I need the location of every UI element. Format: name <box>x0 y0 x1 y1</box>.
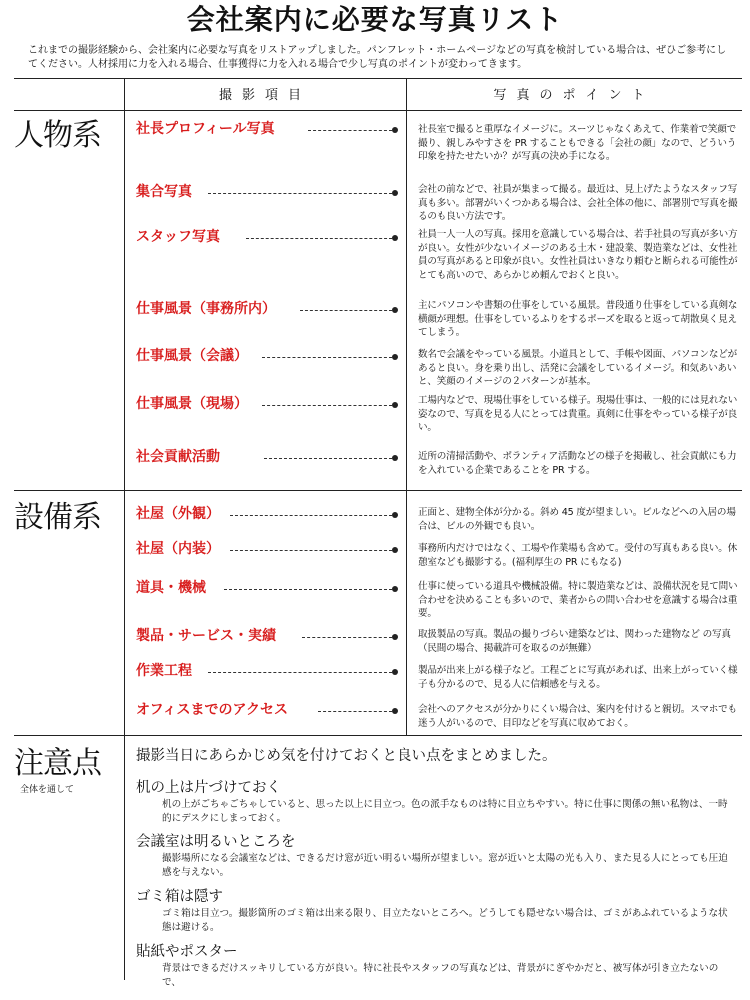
leader-dot <box>392 354 398 360</box>
note-heading: 貼紙やポスター <box>136 944 238 960</box>
point-text: 仕事に使っている道具や機械設備。特に製造業などは、設備状況を見て問い合わせを決めることも多いので、業者からの問い合わせを意識する場合は重要。 <box>418 581 738 619</box>
item-row <box>136 627 400 645</box>
item-row <box>136 662 400 680</box>
point-text: 工場内などで、現場仕事をしている様子。現場仕事は、一般的には見れない姿なので、写真を見る人にとっては貴重。真剣に仕事をやっている様子が良い。 <box>418 395 738 433</box>
leader-line <box>264 458 392 459</box>
item-label: 集合写真 <box>136 184 192 200</box>
item-label: 仕事風景（現場） <box>136 396 248 412</box>
leader-line <box>230 515 392 516</box>
item-label: 製品・サービス・実績 <box>136 628 276 644</box>
notes-lead: 撮影当日にあらかじめ気を付けておくと良い点をまとめました。 <box>136 748 557 764</box>
item-row <box>136 347 400 365</box>
point-text: 取扱製品の写真。製品の撮りづらい建築などは、関わった建物など の写真（民間の場合、掲載許可を取るのが無難） <box>418 629 731 654</box>
item-label: 社屋（外観） <box>136 506 220 522</box>
leader-dot <box>392 634 398 640</box>
intro-text: これまでの撮影経験から、会社案内に必要な写真をリストアップしました。パンフレット・ホームページなどの写真を検討している場合は、ぜひご参考にしてください。人材採用に力を入れる場合、仕事獲得に力を入れる場合で少し写真のポイントが変わってきます。 <box>28 45 727 70</box>
leader-dot <box>392 235 398 241</box>
item-row <box>136 701 400 719</box>
point-text: 社員一人一人の写真。採用を意識している場合は、若手社員の写真が多い方が良い。女性が少ないイメージのある土木・建設業、製造業などは、女性社員の写真があると印象が良い。女性社員はいきなり頼むと断られる可能性がとても高いので、あらかじめ頼んでおくと良い。 <box>418 229 738 281</box>
leader-line <box>208 672 392 673</box>
item-row <box>136 540 400 558</box>
point-text: 数名で会議をやっている風景。小道具として、手帳や図面、パソコンなどがあると良い。身を乗り出し、活発に会議をしているイメージ。和気あいあいと、笑顔のイメージの２パターンが基本。 <box>418 349 738 387</box>
leader-line <box>262 405 392 406</box>
item-label: オフィスまでのアクセス <box>136 702 289 718</box>
note-heading: 机の上は片づけておく <box>136 780 281 796</box>
item-row <box>136 448 400 466</box>
leader-dot <box>392 512 398 518</box>
leader-line <box>308 130 392 131</box>
header-item: 撮影項目 <box>218 88 311 103</box>
leader-line <box>300 310 392 311</box>
item-row <box>136 120 400 138</box>
item-label: 仕事風景（事務所内） <box>136 301 276 317</box>
point-text: 主にパソコンや書類の仕事をしている風景。普段通り仕事をしている真剣な横顔が理想。仕事をしているふりをするポーズを取ると返って胡散臭く見えてしまう。 <box>418 300 738 338</box>
leader-line <box>230 550 392 551</box>
item-label: 社屋（内装） <box>136 541 220 557</box>
point-text: 会社の前などで、社員が集まって撮る。最近は、見上げたようなスタッフ写真も多い。部署がいくつかある場合は、会社全体の他に、部署別で写真を撮るのも良い方法です。 <box>418 184 738 222</box>
item-label: 作業工程 <box>136 663 192 679</box>
note-heading: ゴミ箱は隠す <box>136 889 223 905</box>
leader-dot <box>392 307 398 313</box>
point-text: 社長室で撮ると重厚なイメージに。スーツじゃなくあえて、作業着で笑顔で撮り、親しみやすさを PR することもできる「会社の顔」なので、どういう印象を持たせたいか？が写真の決め手になる。 <box>418 124 737 162</box>
page-title: 会社案内に必要な写真リスト <box>186 3 564 36</box>
point-text: 会社へのアクセスが分かりにくい場合は、案内を付けると親切。スマホでも迷う人がいるので、目印などを写真に収めておく。 <box>418 704 737 729</box>
item-label: 仕事風景（会議） <box>136 348 248 364</box>
column-divider-left <box>124 78 125 735</box>
note-body: 机の上がごちゃごちゃしていると、思った以上に目立つ。色の派手なものは特に目立ちやすい。特に仕事に関係の無い私物は、一時的にデスクにしまっておく。 <box>162 799 728 824</box>
point-text: 事務所内だけではなく、工場や作業場も含めて。受付の写真もある良い。休憩室なども撮影する。(福利厚生の PR にもなる) <box>418 543 738 568</box>
leader-line <box>262 357 392 358</box>
section-rule <box>14 490 742 491</box>
item-label: 道具・機械 <box>136 580 206 596</box>
note-body: ゴミ箱は目立つ。撮影箇所のゴミ箱は出来る限り、目立たないところへ。どうしても隠せない場合は、ゴミがあふれているような状態は避ける。 <box>162 908 728 933</box>
category-notes-sub: 全体を通して <box>20 785 75 795</box>
note-body: 背景はできるだけスッキリしている方が良い。特に社長やスタッフの写真などは、背景がにぎやかだと、被写体が引き立たないので、 <box>162 963 719 988</box>
item-label: 社長プロフィール写真 <box>136 121 275 137</box>
item-row <box>136 579 400 597</box>
header-point: 写真のポイント <box>493 88 655 103</box>
item-row <box>136 395 400 413</box>
leader-line <box>302 637 392 638</box>
column-divider-right <box>406 78 407 735</box>
category-people: 人物系 <box>14 118 101 153</box>
leader-line <box>208 193 392 194</box>
item-row <box>136 505 400 523</box>
leader-dot <box>392 190 398 196</box>
leader-line <box>246 238 392 239</box>
item-label: スタッフ写真 <box>136 229 220 245</box>
leader-dot <box>392 547 398 553</box>
point-text: 製品が出来上がる様子など。工程ごとに写真があれば、出来上がっていく様子も分かるので、見る人に信頼感を与える。 <box>418 665 738 690</box>
leader-dot <box>392 708 398 714</box>
point-text: 正面と、建物全体が分かる。斜め 45 度が望ましい。ビルなどへの入居の場合は、ビルの外観でも良い。 <box>418 507 736 532</box>
category-notes: 注意点 <box>14 746 101 781</box>
leader-line <box>224 589 392 590</box>
leader-dot <box>392 669 398 675</box>
leader-dot <box>392 586 398 592</box>
leader-line <box>318 711 392 712</box>
item-row <box>136 183 400 201</box>
point-text: 近所の清掃活動や、ボランティア活動などの様子を掲載し、社会貢献にも力を入れている企業であることを PR する。 <box>418 451 737 476</box>
item-row <box>136 300 400 318</box>
leader-dot <box>392 127 398 133</box>
leader-dot <box>392 455 398 461</box>
note-heading: 会議室は明るいところを <box>136 834 296 850</box>
item-row <box>136 228 400 246</box>
category-facility: 設備系 <box>14 500 101 535</box>
note-body: 撮影場所になる会議室などは、できるだけ窓が近い明るい場所が望ましい。窓が近いと太陽の光も入り、また見る人にとっても圧迫感を与えない。 <box>162 853 728 878</box>
item-label: 社会貢献活動 <box>136 449 220 465</box>
leader-dot <box>392 402 398 408</box>
notes-divider <box>124 735 125 980</box>
